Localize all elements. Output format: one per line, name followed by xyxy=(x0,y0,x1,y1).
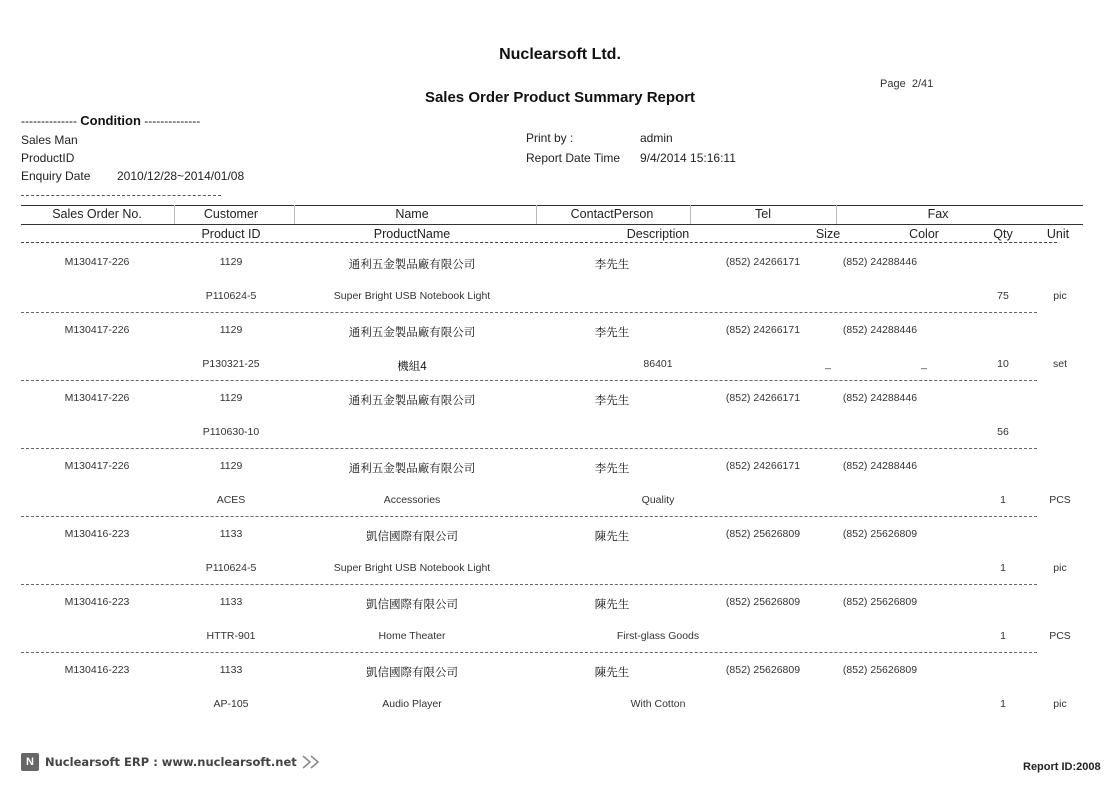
cell-color: _ xyxy=(921,358,927,370)
row-divider xyxy=(21,652,1037,653)
col-header-color: Color xyxy=(909,227,939,241)
cell-contact-person: 李先生 xyxy=(594,395,630,407)
cell-product-id: HTTR-901 xyxy=(206,630,256,642)
report-title: Sales Order Product Summary Report xyxy=(424,89,696,106)
cell-customer-id: 1133 xyxy=(219,664,243,676)
report-datetime-value: 9/4/2014 15:16:11 xyxy=(640,151,736,165)
cell-customer-id: 1129 xyxy=(219,324,243,336)
enquiry-date-label: Enquiry Date xyxy=(21,169,91,183)
cell-tel: (852) 24266171 xyxy=(725,392,801,404)
cell-contact-person: 李先生 xyxy=(594,463,630,475)
cell-customer-name: 通利五金製品廠有限公司 xyxy=(348,395,476,407)
col-header-description: Description xyxy=(626,227,690,241)
cell-tel: (852) 24266171 xyxy=(725,256,801,268)
cell-customer-name: 通利五金製品廠有限公司 xyxy=(348,259,476,271)
col-header-tel: Tel xyxy=(755,207,771,221)
cell-description: With Cotton xyxy=(630,698,686,710)
cell-product-name: Accessories xyxy=(383,494,441,506)
cell-fax: (852) 24288446 xyxy=(842,256,918,268)
report-id: Report ID:2008 xyxy=(1023,761,1101,773)
condition-divider xyxy=(21,195,221,196)
row-divider xyxy=(21,448,1037,449)
cell-tel: (852) 25626809 xyxy=(725,596,801,608)
cell-contact-person: 李先生 xyxy=(594,327,630,339)
cell-product-id: P110624-5 xyxy=(205,562,257,574)
report-datetime-label: Report Date Time xyxy=(526,151,621,165)
col-header-product-id: Product ID xyxy=(201,227,261,241)
cell-unit: PCS xyxy=(1049,494,1071,506)
cell-product-id: P130321-25 xyxy=(202,358,260,370)
cell-qty: 1 xyxy=(1000,494,1006,506)
cell-customer-name: 凱信國際有限公司 xyxy=(366,599,458,611)
cell-product-name: Super Bright USB Notebook Light xyxy=(333,562,491,574)
cell-order-no: M130416-223 xyxy=(64,528,130,540)
cell-order-no: M130417-226 xyxy=(64,324,130,336)
header-separator xyxy=(836,205,837,224)
header-top-rule xyxy=(21,205,1083,206)
cell-order-no: M130416-223 xyxy=(64,596,130,608)
col-header-qty: Qty xyxy=(993,227,1013,241)
cell-qty: 1 xyxy=(1000,698,1006,710)
cell-fax: (852) 24288446 xyxy=(842,460,918,472)
cell-description: 86401 xyxy=(643,358,673,370)
cell-customer-id: 1129 xyxy=(219,392,243,404)
print-by-value: admin xyxy=(640,131,673,145)
row-divider xyxy=(21,584,1037,585)
cell-customer-id: 1133 xyxy=(219,596,243,608)
enquiry-date-value: 2010/12/28~2014/01/08 xyxy=(117,169,245,183)
cell-tel: (852) 24266171 xyxy=(725,324,801,336)
cell-customer-name: 凱信國際有限公司 xyxy=(366,667,458,679)
cell-contact-person: 陳先生 xyxy=(594,667,630,679)
cell-qty: 1 xyxy=(1000,630,1006,642)
cell-product-id: ACES xyxy=(216,494,246,506)
col-header-unit: Unit xyxy=(1046,227,1070,241)
header-separator xyxy=(690,205,691,224)
chevron-right-icon xyxy=(301,754,325,770)
header-separator xyxy=(174,205,175,224)
page-label: Page xyxy=(880,78,906,90)
cell-customer-id: 1129 xyxy=(219,256,243,268)
cell-description: Quality xyxy=(641,494,675,506)
cell-customer-id: 1133 xyxy=(219,528,243,540)
cell-order-no: M130417-226 xyxy=(64,460,130,472)
cell-fax: (852) 25626809 xyxy=(842,596,918,608)
col-header-name: Name xyxy=(395,207,429,221)
cell-product-name: Audio Player xyxy=(382,698,442,710)
cell-qty: 75 xyxy=(997,290,1009,302)
cell-unit: pic xyxy=(1053,562,1067,574)
cell-customer-name: 通利五金製品廠有限公司 xyxy=(348,327,476,339)
header-separator xyxy=(294,205,295,224)
cell-qty: 1 xyxy=(1000,562,1006,574)
cell-size: _ xyxy=(825,358,831,370)
col-header-fax: Fax xyxy=(927,207,949,221)
logo-mark: N xyxy=(21,753,39,771)
cell-product-id: P110630-10 xyxy=(202,426,260,438)
print-by-label: Print by : xyxy=(526,131,574,145)
logo-text: Nuclearsoft ERP : www.nuclearsoft.net xyxy=(45,755,297,769)
cell-contact-person: 陳先生 xyxy=(594,599,630,611)
footer-logo xyxy=(21,753,325,771)
sales-man-label: Sales Man xyxy=(21,133,78,147)
page-value: 2/41 xyxy=(911,78,934,90)
col-header-product-name: ProductName xyxy=(373,227,451,241)
cell-fax: (852) 24288446 xyxy=(842,392,918,404)
cell-customer-name: 通利五金製品廠有限公司 xyxy=(348,463,476,475)
cell-fax: (852) 24288446 xyxy=(842,324,918,336)
row-divider xyxy=(21,312,1037,313)
cell-qty: 56 xyxy=(997,426,1009,438)
product-id-label: ProductID xyxy=(21,151,75,165)
cell-product-name: 機組4 xyxy=(397,361,427,373)
cell-customer-id: 1129 xyxy=(219,460,243,472)
company-name: Nuclearsoft Ltd. xyxy=(499,46,621,63)
header-bottom-rule xyxy=(21,242,1057,243)
cell-customer-name: 凱信國際有限公司 xyxy=(366,531,458,543)
cell-tel: (852) 25626809 xyxy=(725,664,801,676)
col-header-customer: Customer xyxy=(203,207,259,221)
cell-product-id: AP-105 xyxy=(213,698,249,710)
cell-contact-person: 李先生 xyxy=(594,259,630,271)
row-divider xyxy=(21,516,1037,517)
col-header-size: Size xyxy=(815,227,841,241)
cell-order-no: M130417-226 xyxy=(64,256,130,268)
cell-tel: (852) 24266171 xyxy=(725,460,801,472)
cell-product-id: P110624-5 xyxy=(205,290,257,302)
cell-unit: PCS xyxy=(1049,630,1071,642)
header-mid-rule xyxy=(21,224,1083,225)
cell-order-no: M130416-223 xyxy=(64,664,130,676)
cell-order-no: M130417-226 xyxy=(64,392,130,404)
cell-fax: (852) 25626809 xyxy=(842,528,918,540)
cell-unit: pic xyxy=(1053,290,1067,302)
cell-fax: (852) 25626809 xyxy=(842,664,918,676)
cell-product-name: Home Theater xyxy=(378,630,446,642)
condition-title: -------------- Condition -------------- xyxy=(21,113,201,128)
row-divider xyxy=(21,380,1037,381)
condition-title-text: Condition xyxy=(80,113,141,128)
header-separator xyxy=(536,205,537,224)
col-header-sales-order-no: Sales Order No. xyxy=(52,207,142,221)
cell-qty: 10 xyxy=(997,358,1009,370)
cell-unit: set xyxy=(1052,358,1068,370)
cell-description: First-glass Goods xyxy=(616,630,700,642)
cell-tel: (852) 25626809 xyxy=(725,528,801,540)
cell-contact-person: 陳先生 xyxy=(594,531,630,543)
col-header-contact-person: ContactPerson xyxy=(570,207,654,221)
cell-unit: pic xyxy=(1053,698,1067,710)
cell-product-name: Super Bright USB Notebook Light xyxy=(333,290,491,302)
